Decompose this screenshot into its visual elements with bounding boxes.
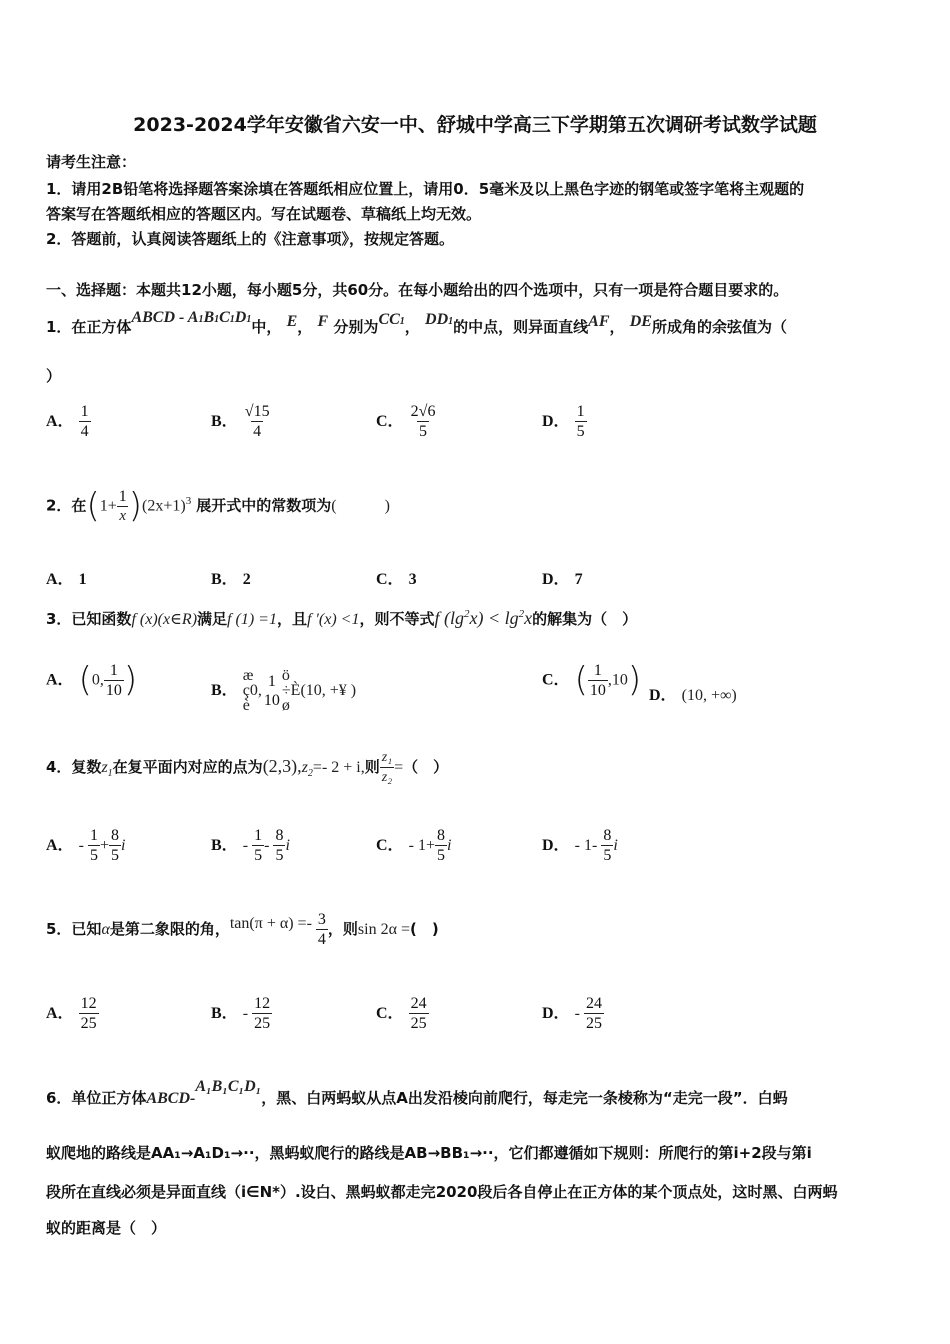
q5-option-a[interactable]: A． $\frac{12}{25}$ bbox=[46, 995, 97, 1032]
q1-cc1: CC1 bbox=[378, 311, 405, 328]
q1-option-d[interactable]: D． $\frac{1}{5}$ bbox=[542, 403, 585, 440]
q1-number: 1．在正方体 bbox=[46, 318, 132, 336]
q2-option-a[interactable]: A． 1 bbox=[46, 571, 87, 588]
q1-option-a[interactable]: A． $\frac{1}{4}$ bbox=[46, 403, 89, 440]
q3-option-a[interactable]: A． (0, $\frac{1}{10}$ ) bbox=[46, 660, 138, 700]
notice-item-1a: 1．请用2B铅笔将选择题答案涂填在答题纸相应位置上，请用0．5毫米及以上黑色字迹的钢笔或签字笔将主观题的 bbox=[46, 180, 805, 198]
q1-close-paren: ） bbox=[46, 367, 62, 385]
question-1: 1．在正方体ABCD - A1B1C1D1中， E， F 分别为CC1， DD1的中点，则异面直线AF， DE所成角的余弦值为（ bbox=[46, 309, 787, 336]
q1-cube: ABCD - A1B1C1D1 bbox=[131, 309, 252, 326]
q1-point-e: E bbox=[286, 313, 298, 330]
notice-heading: 请考生注意： bbox=[46, 153, 137, 171]
q2-option-b[interactable]: B． 2 bbox=[211, 571, 251, 588]
q3-option-b[interactable]: B． æ ç0, è 1 10 ö ÷È ø (10, +¥ ) bbox=[211, 667, 357, 714]
q4-option-d[interactable]: D． - 1- $\frac{8}{5}$ i bbox=[542, 827, 618, 864]
q1-af: AF bbox=[588, 313, 610, 330]
q4-option-c[interactable]: C． - 1+ $\frac{8}{5}$ i bbox=[376, 827, 452, 864]
section-heading: 一、选择题：本题共12小题，每小题5分，共60分。在每小题给出的四个选项中，只有一项是符合题目要求的。 bbox=[46, 281, 789, 299]
q5-option-c[interactable]: C． $\frac{24}{25}$ bbox=[376, 995, 427, 1032]
question-6-line-3: 段所在直线必须是异面直线（i∈N*）.设白、黑蚂蚁都走完2020段后各自停止在正方体的某个顶点处，这时黑、白两蚂 bbox=[46, 1183, 838, 1201]
question-3: 3．已知函数f (x)(x∈R)满足f (1) =1，且f ′(x) <1，则不等式f $(\lg^2x) < \lg^2x$的解集为（ ） bbox=[46, 608, 638, 628]
q1-option-b[interactable]: B． $\frac{√15}{4}$ bbox=[211, 403, 270, 440]
q4-option-a[interactable]: A． - $\frac{1}{5}$ + $\frac{8}{5}$ i bbox=[46, 827, 126, 864]
q3-option-d[interactable]: D． (10, +∞) bbox=[649, 687, 737, 704]
notice-item-2: 2．答题前，认真阅读答题纸上的《注意事项》，按规定答题。 bbox=[46, 230, 454, 248]
q1-de: DE bbox=[629, 313, 652, 330]
q2-option-d[interactable]: D． 7 bbox=[542, 571, 583, 588]
q5-option-b[interactable]: B． - $\frac{12}{25}$ bbox=[211, 995, 271, 1032]
q3-option-c[interactable]: C． ( $\frac{1}{10}$ ,10) bbox=[542, 660, 642, 700]
question-6-line-2: 蚁爬地的路线是AA₁→A₁D₁→··，黑蚂蚁爬行的路线是AB→BB₁→··，它们都遵循如下规则：所爬行的第i+2段与第i bbox=[46, 1144, 812, 1162]
question-2: 2．在(1+ $\frac{1}{x}$ )$(2x+1)^3$ 展开式中的常数项为( ) bbox=[46, 486, 390, 526]
question-5: 5．已知α是第二象限的角，tan(π + α) =- $\frac{3}{4}$ ，则sin 2α =( ) bbox=[46, 911, 439, 948]
page-title: 2023-2024学年安徽省六安一中、舒城中学高三下学期第五次调研考试数学试题 bbox=[133, 114, 817, 136]
q1-dd1: DD1 bbox=[425, 311, 454, 328]
question-4: 4．复数$z_1$在复平面内对应的点为$(2,3),z_2=-$ 2 + i,则 $\frac{\text{z₁}}{\text{z₂}}$ =（ ） bbox=[46, 750, 449, 785]
question-6-line-4: 蚁的距离是（ ） bbox=[46, 1219, 167, 1237]
question-6-line-1: 6．单位正方体ABCD-A₁B₁C₁D₁，黑、白两蚂蚁从点A出发沿棱向前爬行，每走完一条棱称为“走完一段”．白蚂 bbox=[46, 1078, 788, 1107]
q1-option-c[interactable]: C． $\frac{2√6}{5}$ bbox=[376, 403, 436, 440]
notice-item-1b: 答案写在答题纸相应的答题区内。写在试题卷、草稿纸上均无效。 bbox=[46, 205, 482, 223]
q1-point-f: F bbox=[317, 313, 329, 330]
q5-option-d[interactable]: D． - $\frac{24}{25}$ bbox=[542, 995, 602, 1032]
q2-option-c[interactable]: C． 3 bbox=[376, 571, 417, 588]
q4-option-b[interactable]: B． - $\frac{1}{5}$ - $\frac{8}{5}$ i bbox=[211, 827, 290, 864]
